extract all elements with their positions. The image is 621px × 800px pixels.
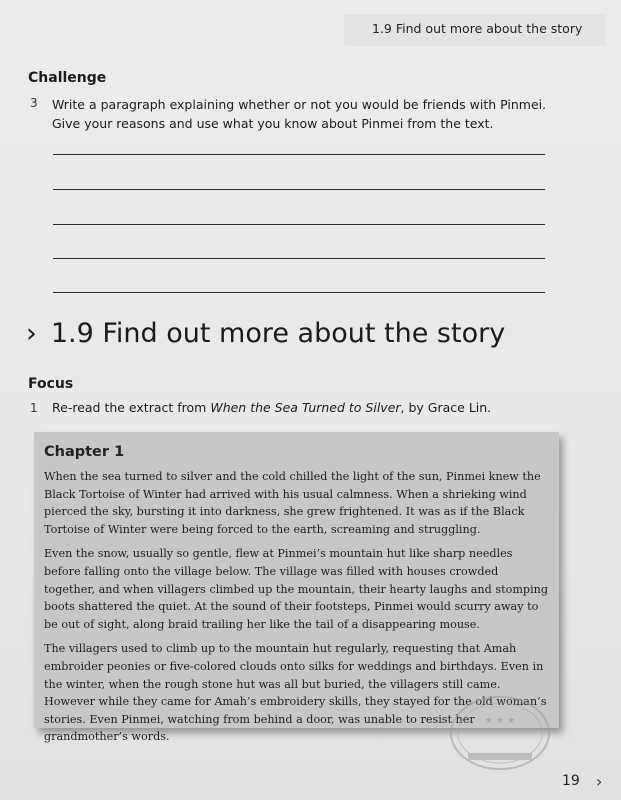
chapter-title: Chapter 1 [44,444,125,460]
question-number: 3 [30,96,38,110]
extract-paragraph: The villagers used to climb up to the mountain hut regularly, requesting that Amah embroider peonies or five-colored clouds onto silks for weddings and birthdays. Even in the winter, when the rough stone hut was all but buried, the villagers still came. However while they came for Amah’s embroidery skills, they stayed for the old woman’s stories. Even Pinmei, watching from behind a door, was unable to resist her grandmother’s words. [44,642,547,744]
focus-number: 1 [30,401,38,415]
focus-text-after: , by Grace Lin. [400,400,492,415]
chevron-right-icon[interactable]: › [596,772,603,791]
challenge-heading: Challenge [28,70,107,86]
extract-box [34,432,559,744]
book-title: When the Sea Turned to Silver [210,400,401,415]
answer-line[interactable] [53,154,545,155]
focus-heading: Focus [28,376,74,392]
focus-instruction [52,400,491,415]
focus-text-before: Re-read the extract from [52,400,211,415]
answer-line[interactable] [53,224,545,225]
answer-line[interactable] [53,189,545,190]
header-title: 1.9 Find out more about the story [372,21,583,36]
extract-paragraph: When the sea turned to silver and the cold chilled the light of the sun, Pinmei knew the Black Tortoise of Winter had arrived with his usual calmness. When a shrieking wind pierced the sky, bursting it into darkness, she grew frightened. It was as if the Black Tortoise of Winter were being forced to the earth, screaming and struggling. [44,470,541,536]
answer-line[interactable] [53,292,545,293]
answer-line[interactable] [53,258,545,259]
page-number: 19 [562,773,580,789]
watermark-stamp [448,693,552,773]
section-title: 1.9 Find out more about the story [50,318,506,349]
chevron-right-icon: › [26,318,37,349]
challenge-prompt: Write a paragraph explaining whether or not you would be friends with Pinmei. Give your reasons and use what you know about Pinmei from the text. [52,97,547,131]
section-heading [26,318,505,349]
svg-text:★ ★ ★: ★ ★ ★ [485,716,515,726]
extract-paragraph: Even the snow, usually so gentle, flew at Pinmei’s mountain hut like sharp needles before falling onto the village below. The village was filled with houses crowded together, and when villagers climbed up the mountain, their hearty laughs and stomping boots shattered the quiet. At the sound of their footsteps, Pinmei would scurry away to be out of sight, along braid trailing her like the tail of a disappearing mouse. [44,547,549,631]
